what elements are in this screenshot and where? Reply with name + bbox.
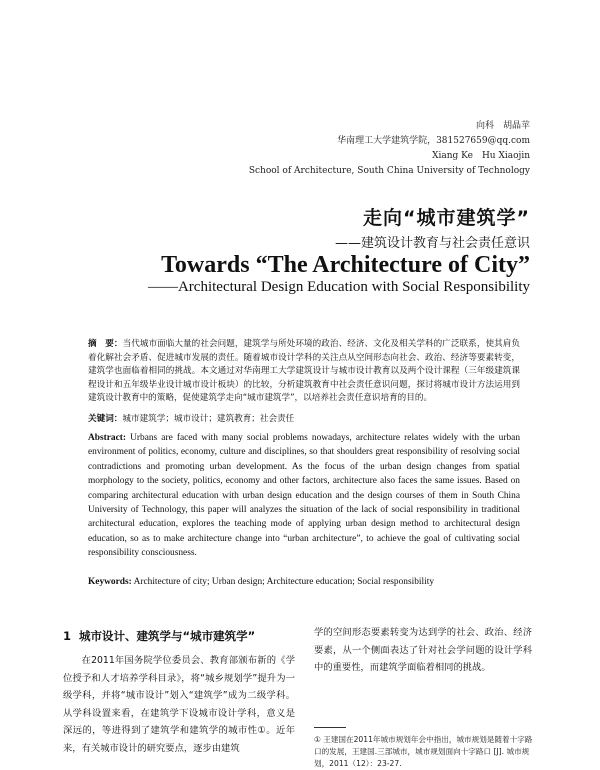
subtitle-en: ——Architectural Design Education with Social Responsibility [147,279,530,295]
abstract-cn-label: 摘 要： [88,339,123,349]
section-1-number: 1 [63,629,72,643]
body-paragraph: 在2011年国务院学位委员会、教育部颁布新的《学位授予和人才培养学科目录》，将“城乡规划学”提升为一级学科，并将“城市设计”划入“建筑学”成为二级学科。从学科设置来看，在建筑学下设城市设计学科，意义是深远的，等进得到了建筑学和建筑学的城市性①。近年来，有关城市设计的研究要点，逐步由建筑 [63,655,295,754]
abstract-cn-text: 当代城市面临大量的社会问题，建筑学与所处环境的政治、经济、文化及相关学科的广泛联系，使其肩负着化解社会矛盾、促进城市发展的责任。随着城市设计学科的关注点从空间形态向社会、政治、经济等要素转变，建筑学也面临着相同的挑战。本文通过对华南理工大学建筑设计与城市设计教育以及两个设计课程（三年级建筑课程设计和五年级毕业设计城市设计板块）的比较，分析建筑教育中社会责任意识问题，探讨将城市设计方法运用到建筑设计教育中的策略，促使建筑学走向“城市建筑学”，以培养社会责任意识培育的目的。 [88,339,520,403]
subtitle-cn: ——建筑设计教育与社会责任意识 [334,236,530,251]
keywords-cn [88,413,520,426]
section-1-title: 城市设计、建筑学与“城市建筑学” [79,629,256,643]
body-paragraph: 学的空间形态要素转变为达到学的社会、政治、经济要素，从一个侧面表达了针对社会学问题的设计学科中的重要性，而建筑学面临着相同的挑战。 [314,627,532,674]
keywords-cn-text: 城市建筑学；城市设计；建筑教育；社会责任 [122,414,295,424]
author-affiliation-cn: 华南理工大学建筑学院，381527659@qq.com [337,136,530,146]
author-affiliation-en: School of Architecture, South China University of Technology [248,166,530,176]
abstract-en-label: Abstract: [88,433,127,443]
body-right-column [314,624,532,677]
author-names-en: Xiang Ke Hu Xiaojin [432,151,530,161]
keywords-en [88,575,520,589]
title-cn: 走向“城市建筑学” [363,207,530,229]
author-names-cn: 向科 胡晶苹 [475,121,530,131]
keywords-cn-label: 关键词： [88,414,123,424]
author-block [110,119,530,179]
abstract-cn [88,338,520,406]
section-1-heading [63,628,255,644]
keywords-en-text: Architecture of city; Urban design; Architecture education; Social responsibility [133,577,435,587]
title-en: Towards “The Architecture of City” [161,252,530,278]
keywords-en-label: Keywords: [88,577,132,587]
footnote: ① 王建国在2011年城市规划年会中指出，城市规划是随着十字路口的发展，王建国.三部城市，城市规划面向十字路口 [J]. 城市规划，2011（12）：23-27. [314,735,533,768]
footnote-divider [314,727,346,728]
abstract-en-text: Urbans are faced with many social problems nowadays, architecture relates widely with the urban environment of politics, economy, culture and disciplines, so that shoulders great responsibility of resolving social contradictions and promoting urban development. As the focus of the urban design changes from spatial morphology to the society, politics, economy and other factors, architecture also faces the same issues. Based on comparing architectural education with urban design education and the design courses of them in South China University of Technology, this paper will analyzes the situation of the lack of social responsibility in traditional architectural education, explores the teaching mode of applying urban design method to architectural design education, so as to make architecture change into “urban architecture”, to achieve the goal of cultivating social responsibility consciousness. [88,433,521,559]
body-left-column [63,652,295,758]
abstract-en [88,431,520,561]
